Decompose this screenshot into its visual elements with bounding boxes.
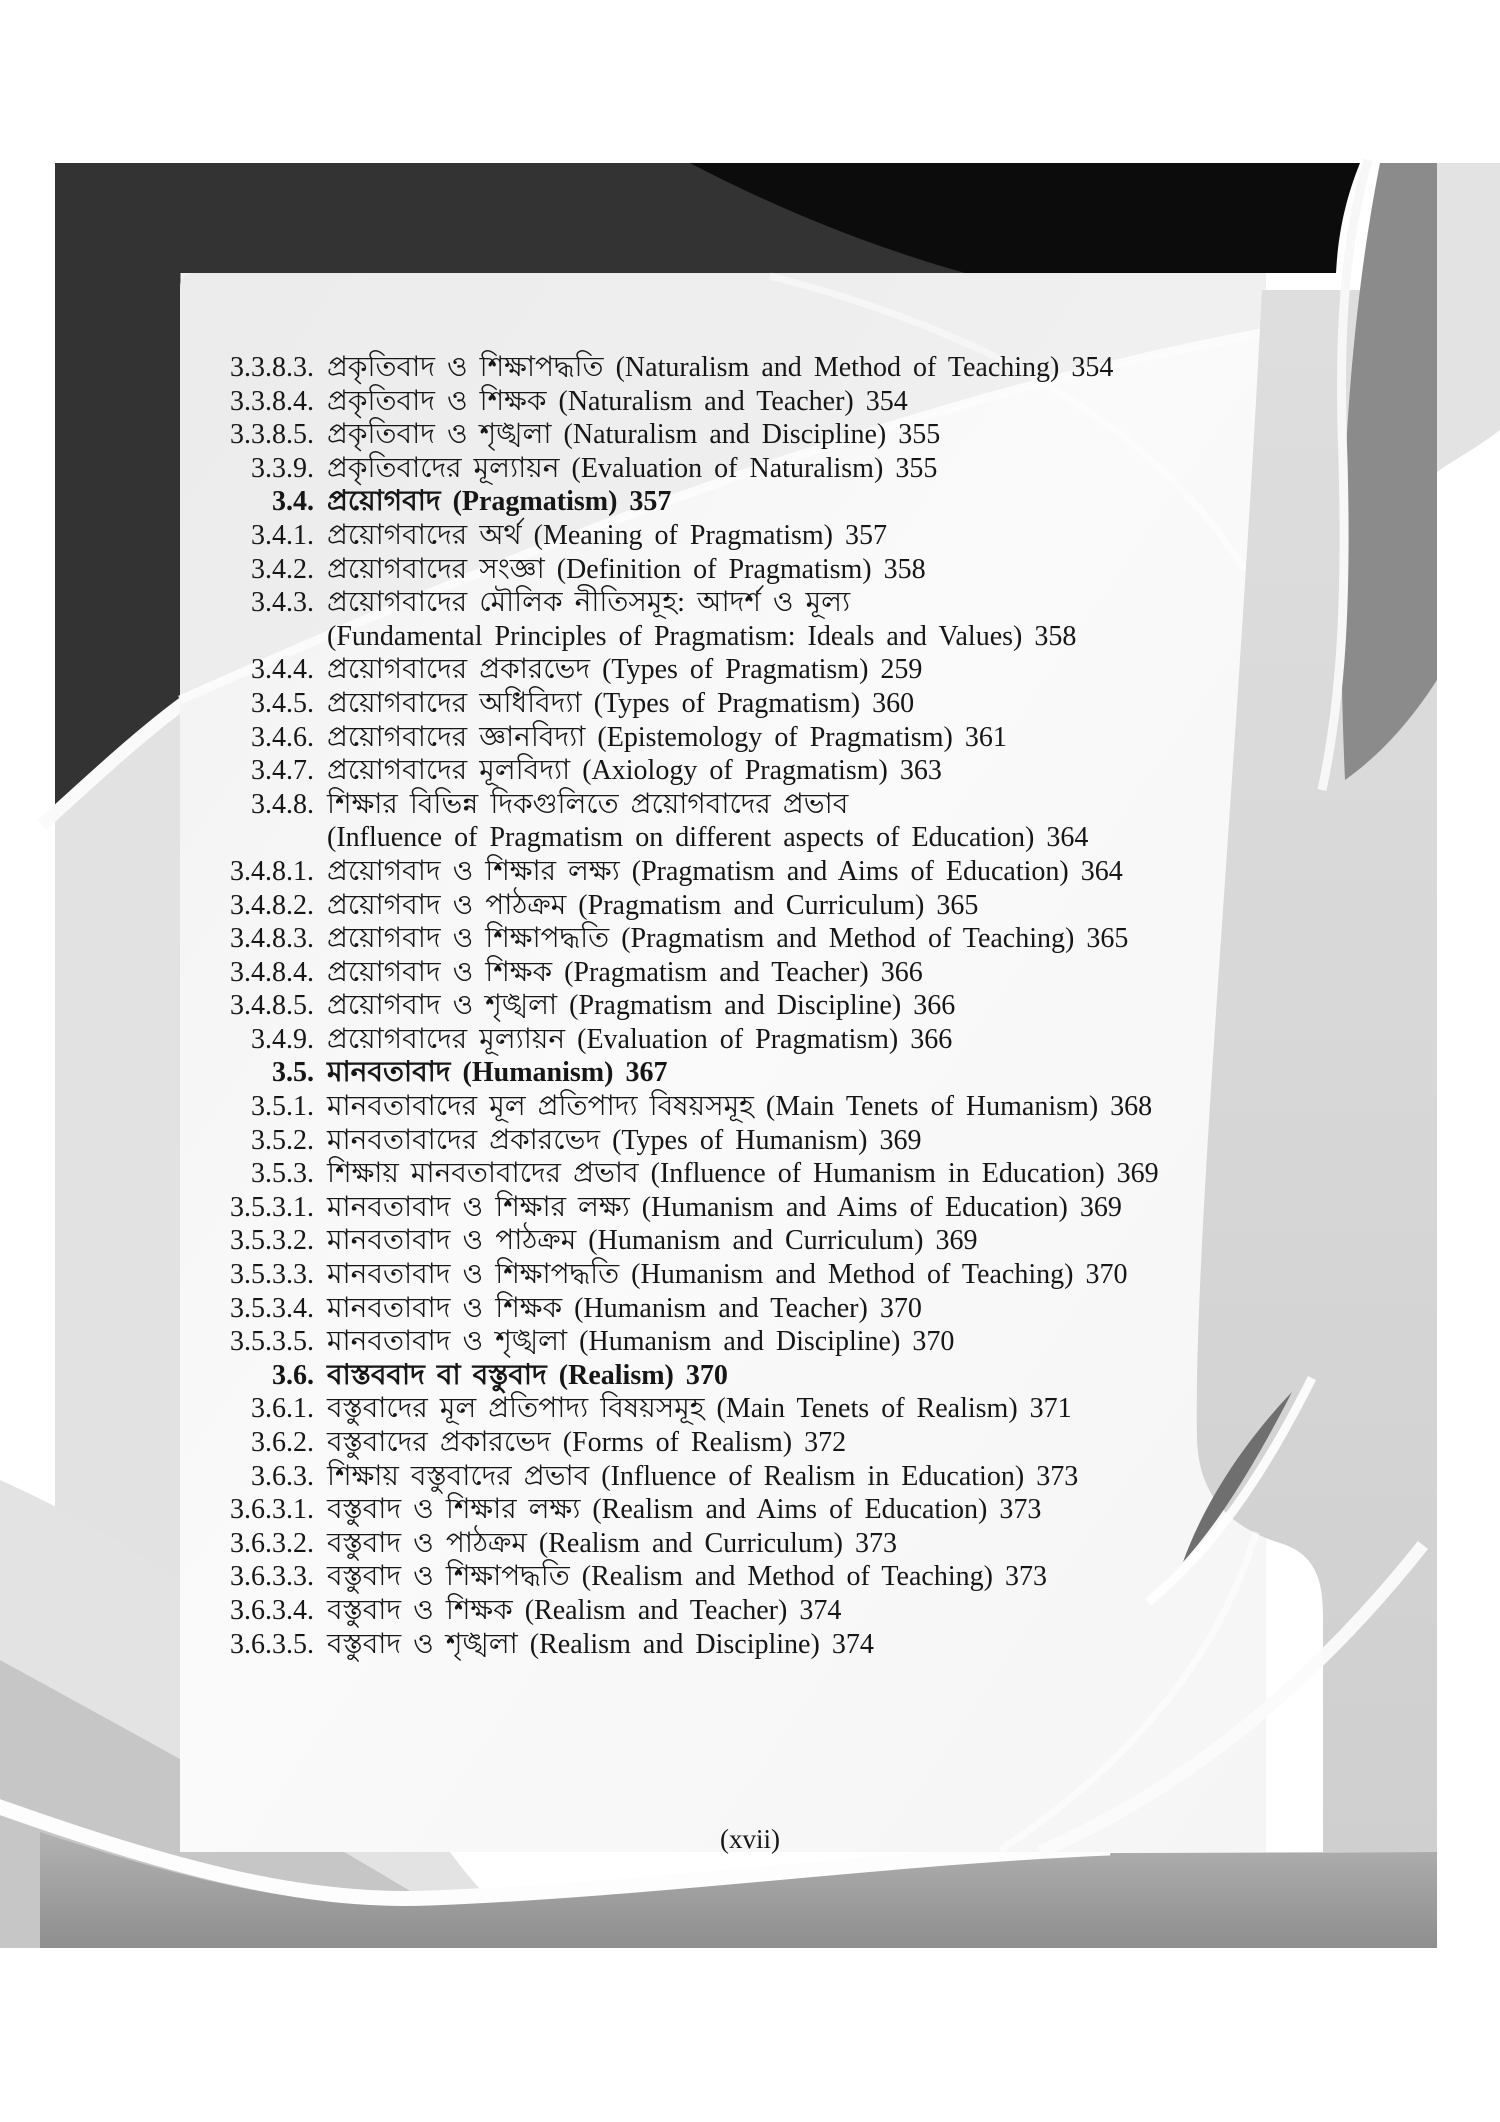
toc-entry-number: 3.5.3.1. <box>230 1191 314 1223</box>
toc-row <box>180 1527 1226 1561</box>
toc-entry-number: 3.4.8.3. <box>230 923 314 955</box>
toc-row <box>180 1157 1226 1191</box>
toc-row <box>180 1258 1226 1292</box>
toc-entry-text: প্রয়োগবাদের প্রকারভেদ (Types of Pragmatism) 259 <box>327 654 923 686</box>
toc-row <box>180 1493 1226 1527</box>
toc-entry-text: মানবতাবাদ ও শিক্ষাপদ্ধতি (Humanism and Method of Teaching) 370 <box>327 1259 1128 1291</box>
toc-entry-text: বস্তুবাদ ও শৃঙ্খলা (Realism and Discipline) 374 <box>327 1628 874 1660</box>
toc-entry-text: বস্তুবাদ ও পাঠক্রম (Realism and Curriculum) 373 <box>327 1527 897 1559</box>
toc-entry-text: মানবতাবাদের মূল প্রতিপাদ্য বিষয়সমূহ (Main Tenets of Humanism) 368 <box>327 1091 1153 1123</box>
toc-row <box>180 687 1226 721</box>
toc-row <box>180 1426 1226 1460</box>
toc-row <box>180 855 1226 889</box>
toc-row <box>180 1124 1226 1158</box>
toc-row <box>180 385 1226 419</box>
toc-entry-number: 3.6.3.2. <box>230 1527 314 1559</box>
toc-entry-text: প্রয়োগবাদ ও শিক্ষক (Pragmatism and Teacher) 366 <box>327 956 923 988</box>
toc-row <box>180 418 1226 452</box>
toc-entry-number: 3.5.3.2. <box>230 1225 314 1257</box>
toc-entry-number: 3.5.2. <box>251 1124 314 1156</box>
toc-entry-number: 3.6.1. <box>251 1393 314 1425</box>
toc-row <box>180 1023 1226 1057</box>
toc-row <box>180 922 1226 956</box>
toc-entry-number: 3.4.6. <box>251 721 314 753</box>
toc-entry-number: 3.4.2. <box>251 553 314 585</box>
toc-entry-text: শিক্ষায় মানবতাবাদের প্রভাব (Influence of Humanism in Education) 369 <box>327 1158 1159 1190</box>
toc-entry-text: প্রয়োগবাদের অধিবিদ্যা (Types of Pragmatism) 360 <box>327 687 915 719</box>
toc-entry-number: 3.3.8.4. <box>230 385 314 417</box>
toc-row <box>180 721 1226 755</box>
toc-row <box>180 620 1226 654</box>
toc-row <box>180 1292 1226 1326</box>
toc-entry-number: 3.3.9. <box>251 452 314 484</box>
toc-entry-number: 3.6. <box>272 1359 314 1391</box>
toc-entry-text: প্রয়োগবাদ ও শৃঙ্খলা (Pragmatism and Discipline) 366 <box>327 990 956 1022</box>
toc-row <box>180 956 1226 990</box>
toc-row <box>180 821 1226 855</box>
toc-entry-text: মানবতাবাদ ও শৃঙ্খলা (Humanism and Discipline) 370 <box>327 1326 955 1358</box>
toc-entry-number: 3.4.4. <box>251 654 314 686</box>
toc-row <box>180 1325 1226 1359</box>
toc-entry-text: প্রয়োগবাদের মৌলিক নীতিসমূহ: আদর্শ ও মূল্য <box>327 587 851 619</box>
toc-entry-number: 3.6.3.1. <box>230 1494 314 1526</box>
toc-entry-text: বস্তুবাদের মূল প্রতিপাদ্য বিষয়সমূহ (Main Tenets of Realism) 371 <box>327 1393 1072 1425</box>
toc-row <box>180 1359 1226 1393</box>
toc-entry-text: মানবতাবাদ ও শিক্ষার লক্ষ্য (Humanism and Aims of Education) 369 <box>327 1191 1122 1223</box>
toc-entry-number: 3.4.8. <box>251 788 314 820</box>
toc-row <box>180 1560 1226 1594</box>
toc-entry-text: শিক্ষায় বস্তুবাদের প্রভাব (Influence of Realism in Education) 373 <box>327 1460 1079 1492</box>
toc-entry-text: প্রয়োগবাদ ও পাঠক্রম (Pragmatism and Curriculum) 365 <box>327 889 979 921</box>
toc-entry-text: বস্তুবাদ ও শিক্ষক (Realism and Teacher) 374 <box>327 1594 842 1626</box>
toc-row <box>180 1628 1226 1662</box>
toc-entry-number: 3.5.3.4. <box>230 1292 314 1324</box>
toc-entry-number: 3.4.8.1. <box>230 855 314 887</box>
toc-entry-number: 3.4. <box>272 486 314 518</box>
toc-entry-number: 3.4.1. <box>251 519 314 551</box>
toc-entry-text: প্রকৃতিবাদ ও শিক্ষাপদ্ধতি (Naturalism and Method of Teaching) 354 <box>327 352 1114 383</box>
toc-row <box>180 485 1226 519</box>
toc-entry-text: প্রয়োগবাদের সংজ্ঞা (Definition of Pragmatism) 358 <box>327 553 926 585</box>
toc-entry-text: প্রকৃতিবাদ ও শিক্ষক (Naturalism and Teacher) 354 <box>327 385 908 417</box>
toc-row <box>180 989 1226 1023</box>
toc-entry-text: প্রয়োগবাদ ও শিক্ষাপদ্ধতি (Pragmatism and Method of Teaching) 365 <box>327 923 1129 955</box>
toc-row <box>180 788 1226 822</box>
toc-entry-text: প্রকৃতিবাদের মূল্যায়ন (Evaluation of Naturalism) 355 <box>327 452 938 484</box>
toc-entry-text: মানবতাবাদ (Humanism) 367 <box>327 1057 668 1089</box>
toc-entry-number: 3.6.3.5. <box>230 1628 314 1660</box>
toc-entry-text: প্রয়োগবাদের অর্থ (Meaning of Pragmatism) 357 <box>327 519 888 551</box>
toc-entry-number: 3.6.3. <box>251 1460 314 1492</box>
toc-entry-text: প্রয়োগবাদ (Pragmatism) 357 <box>327 486 672 518</box>
toc-row <box>180 754 1226 788</box>
toc-row <box>180 1056 1226 1090</box>
toc-entry-number: 3.4.9. <box>251 1023 314 1055</box>
toc-entry-number: 3.4.7. <box>251 755 314 787</box>
outer-topright-strip <box>1437 163 1500 472</box>
toc-entry-text: বস্তুবাদ ও শিক্ষাপদ্ধতি (Realism and Method of Teaching) 373 <box>327 1561 1047 1593</box>
toc-entry-number: 3.5.3. <box>251 1158 314 1190</box>
toc-entry-number: 3.6.2. <box>251 1427 314 1458</box>
toc-row <box>180 1191 1226 1225</box>
toc-row <box>180 351 1226 385</box>
toc-entry-number: 3.5.1. <box>251 1091 314 1123</box>
toc-row <box>180 1594 1226 1628</box>
toc-entry-number: 3.6.3.3. <box>230 1561 314 1593</box>
toc-entry-number: 3.5.3.3. <box>230 1259 314 1291</box>
toc-row <box>180 889 1226 923</box>
toc-row <box>180 653 1226 687</box>
toc-entry-text: প্রয়োগবাদ ও শিক্ষার লক্ষ্য (Pragmatism and Aims of Education) 364 <box>327 855 1123 887</box>
toc-entry-text: মানবতাবাদ ও পাঠক্রম (Humanism and Curriculum) 369 <box>327 1225 978 1257</box>
toc-entry-number: 3.4.8.2. <box>230 889 314 921</box>
toc-row <box>180 452 1226 486</box>
toc-entry-text: (Influence of Pragmatism on different aspects of Education) 364 <box>327 822 1089 854</box>
toc-entry-number: 3.3.8.3. <box>230 352 314 383</box>
toc-entry-number: 3.5. <box>272 1057 314 1089</box>
toc-entry-text: বস্তুবাদের প্রকারভেদ (Forms of Realism) 372 <box>327 1427 847 1458</box>
toc-entry-text: প্রকৃতিবাদ ও শৃঙ্খলা (Naturalism and Discipline) 355 <box>327 419 941 451</box>
toc-row <box>180 1090 1226 1124</box>
toc-entry-text: (Fundamental Principles of Pragmatism: Ideals and Values) 358 <box>327 620 1077 652</box>
toc-entry-number: 3.4.8.5. <box>230 990 314 1022</box>
toc-entry-number: 3.4.8.4. <box>230 956 314 988</box>
toc-row <box>180 1224 1226 1258</box>
toc-entry-text: মানবতাবাদের প্রকারভেদ (Types of Humanism) 369 <box>327 1124 922 1156</box>
toc-row <box>180 1392 1226 1426</box>
toc-row <box>180 519 1226 553</box>
toc-entry-text: শিক্ষার বিভিন্ন দিকগুলিতে প্রয়োগবাদের প্রভাব <box>327 788 849 820</box>
table-of-contents <box>180 273 1266 1852</box>
toc-entry-text: মানবতাবাদ ও শিক্ষক (Humanism and Teacher) 370 <box>327 1292 922 1324</box>
toc-row <box>180 1460 1226 1494</box>
toc-entry-text: প্রয়োগবাদের জ্ঞানবিদ্যা (Epistemology of Pragmatism) 361 <box>327 721 1007 753</box>
toc-entry-text: প্রয়োগবাদের মূলবিদ্যা (Axiology of Pragmatism) 363 <box>327 755 942 787</box>
toc-entry-text: বস্তুবাদ ও শিক্ষার লক্ষ্য (Realism and Aims of Education) 373 <box>327 1494 1042 1526</box>
toc-entry-number: 3.6.3.4. <box>230 1594 314 1626</box>
toc-row <box>180 586 1226 620</box>
footer-page-number: (xvii) <box>720 1824 780 1854</box>
toc-entry-number: 3.3.8.5. <box>230 419 314 451</box>
toc-entry-number: 3.5.3.5. <box>230 1326 314 1358</box>
toc-entry-text: প্রয়োগবাদের মূল্যায়ন (Evaluation of Pragmatism) 366 <box>327 1023 953 1055</box>
toc-entry-text: বাস্তববাদ বা বস্তুবাদ (Realism) 370 <box>327 1359 728 1391</box>
toc-entry-number: 3.4.3. <box>251 587 314 619</box>
toc-row <box>180 553 1226 587</box>
toc-entry-number: 3.4.5. <box>251 687 314 719</box>
